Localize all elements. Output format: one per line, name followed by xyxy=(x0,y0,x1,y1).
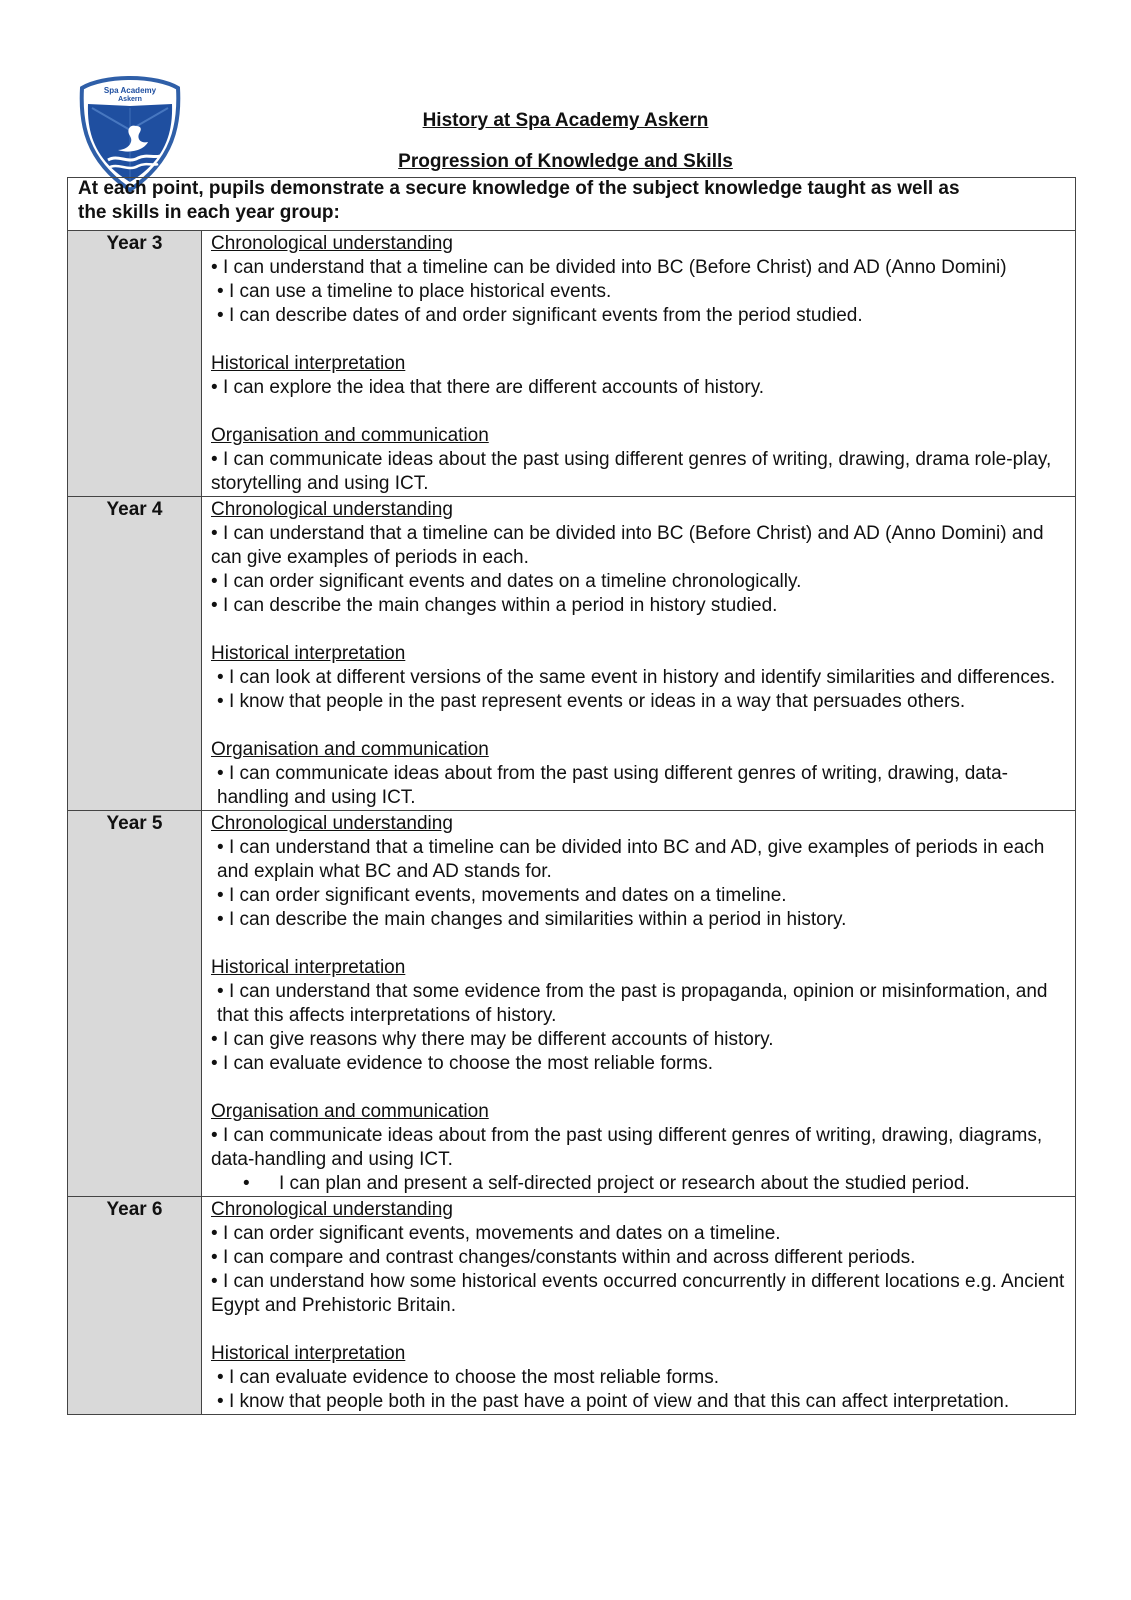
bullet-icon: • xyxy=(211,1271,218,1292)
bullet-icon: • xyxy=(217,981,224,1002)
skill-section xyxy=(211,424,1067,496)
table-row xyxy=(68,810,1075,1196)
bullet-item xyxy=(211,908,1067,932)
bullet-icon: • xyxy=(217,763,224,784)
bullet-icon: • xyxy=(217,837,224,858)
progression-table xyxy=(67,231,1076,1415)
bullet-text: I can give reasons why there may be different accounts of history. xyxy=(222,1029,774,1050)
bullet-item xyxy=(211,1028,1067,1052)
section-heading: Chronological understanding xyxy=(211,499,453,520)
section-heading: Historical interpretation xyxy=(211,353,406,374)
bullet-text: I can understand that a timeline can be divided into BC and AD, give examples of periods in each and explain what BC and AD stands for. xyxy=(217,837,1045,882)
bullet-item xyxy=(211,666,1067,690)
skill-section xyxy=(211,956,1067,1076)
bullet-item xyxy=(211,884,1067,908)
bullet-icon: • xyxy=(211,595,218,616)
bullet-item xyxy=(211,1366,1067,1390)
bullet-text: I can communicate ideas about from the past using different genres of writing, drawing, data-handling and using ICT. xyxy=(217,763,1009,808)
bullet-item xyxy=(211,690,1067,714)
bullet-item xyxy=(211,1172,1067,1196)
bullet-item xyxy=(211,980,1067,1028)
section-heading: Organisation and communication xyxy=(211,739,489,760)
bullet-item xyxy=(211,1052,1067,1076)
bullet-icon: • xyxy=(211,1223,218,1244)
bullet-icon: • xyxy=(217,1391,224,1412)
bullet-item xyxy=(211,448,1067,496)
bullet-item xyxy=(211,1222,1067,1246)
section-heading: Chronological understanding xyxy=(211,1199,453,1220)
bullet-icon: • xyxy=(243,1173,250,1194)
year-content xyxy=(202,497,1075,810)
bullet-item xyxy=(211,1246,1067,1270)
bullet-item xyxy=(211,1124,1067,1172)
bullet-icon: • xyxy=(211,1125,218,1146)
bullet-text: I can use a timeline to place historical events. xyxy=(228,281,612,302)
bullet-item xyxy=(211,522,1067,570)
skill-section xyxy=(211,498,1067,618)
bullet-text: I can plan and present a self-directed project or research about the studied period. xyxy=(278,1173,970,1194)
bullet-text: I can describe the main changes within a period in history studied. xyxy=(222,595,778,616)
year-content xyxy=(202,1197,1075,1414)
document-title: History at Spa Academy Askern xyxy=(422,110,709,131)
school-logo xyxy=(78,74,182,194)
year-label: Year 4 xyxy=(68,497,202,810)
bullet-icon: • xyxy=(211,377,218,398)
skill-section xyxy=(211,1342,1067,1414)
year-content xyxy=(202,811,1075,1196)
bullet-text: I can order significant events and dates on a timeline chronologically. xyxy=(222,571,802,592)
table-row xyxy=(68,1196,1075,1414)
bullet-item xyxy=(211,762,1067,810)
bullet-text: I can explore the idea that there are different accounts of history. xyxy=(222,377,765,398)
bullet-item xyxy=(211,304,1067,328)
bullet-item xyxy=(211,594,1067,618)
bullet-icon: • xyxy=(211,1029,218,1050)
bullet-text: I can describe dates of and order significant events from the period studied. xyxy=(228,305,863,326)
section-heading: Chronological understanding xyxy=(211,233,453,254)
bullet-icon: • xyxy=(211,1053,218,1074)
bullet-text: I know that people both in the past have a point of view and that this can affect interpretation. xyxy=(228,1391,1010,1412)
section-heading: Historical interpretation xyxy=(211,1343,406,1364)
bullet-text: I can communicate ideas about from the past using different genres of writing, drawing, diagrams, data-handling and using ICT. xyxy=(211,1125,1043,1170)
bullet-text: I can understand that a timeline can be divided into BC (Before Christ) and AD (Anno Domini) xyxy=(222,257,1007,278)
bullet-item xyxy=(211,1390,1067,1414)
bullet-icon: • xyxy=(211,571,218,592)
bullet-icon: • xyxy=(217,305,224,326)
table-row xyxy=(68,496,1075,810)
skill-section xyxy=(211,642,1067,714)
bullet-item xyxy=(211,1270,1067,1318)
bullet-text: I can evaluate evidence to choose the most reliable forms. xyxy=(222,1053,713,1074)
bullet-text: I can order significant events, movements and dates on a timeline. xyxy=(222,1223,781,1244)
intro-line-1: At each point, pupils demonstrate a secure knowledge of the subject knowledge taught as well as xyxy=(78,178,960,199)
year-label: Year 6 xyxy=(68,1197,202,1414)
year-content xyxy=(202,231,1075,496)
bullet-icon: • xyxy=(217,281,224,302)
skill-section xyxy=(211,1100,1067,1196)
document-subtitle: Progression of Knowledge and Skills xyxy=(398,151,733,172)
bullet-text: I can describe the main changes and similarities within a period in history. xyxy=(228,909,847,930)
bullet-icon: • xyxy=(211,523,218,544)
bullet-text: I know that people in the past represent events or ideas in a way that persuades others. xyxy=(228,691,966,712)
bullet-icon: • xyxy=(211,449,218,470)
section-heading: Organisation and communication xyxy=(211,425,489,446)
bullet-item xyxy=(211,836,1067,884)
section-heading: Historical interpretation xyxy=(211,957,406,978)
bullet-text: I can understand that some evidence from the past is propaganda, opinion or misinformation, and that this affects interpretations of history. xyxy=(217,981,1048,1026)
bullet-text: I can communicate ideas about the past using different genres of writing, drawing, drama role-play, storytelling and using ICT. xyxy=(211,449,1052,494)
bullet-icon: • xyxy=(217,909,224,930)
section-heading: Historical interpretation xyxy=(211,643,406,664)
skill-section xyxy=(211,232,1067,328)
skill-section xyxy=(211,738,1067,810)
year-label: Year 3 xyxy=(68,231,202,496)
bullet-item xyxy=(211,570,1067,594)
bullet-text: I can compare and contrast changes/constants within and across different periods. xyxy=(222,1247,916,1268)
bullet-icon: • xyxy=(211,257,218,278)
bullet-icon: • xyxy=(217,667,224,688)
bullet-text: I can understand how some historical events occurred concurrently in different locations e.g. Ancient Egypt and Prehistoric Britain. xyxy=(211,1271,1065,1316)
section-heading: Organisation and communication xyxy=(211,1101,489,1122)
skill-section xyxy=(211,1198,1067,1318)
bullet-icon: • xyxy=(217,1367,224,1388)
bullet-item xyxy=(211,280,1067,304)
bullet-item xyxy=(211,376,1067,400)
section-heading: Chronological understanding xyxy=(211,813,453,834)
bullet-item xyxy=(211,256,1067,280)
bullet-text: I can understand that a timeline can be divided into BC (Before Christ) and AD (Anno Domini) and can give examples of periods in each. xyxy=(211,523,1044,568)
intro-line-2: the skills in each year group: xyxy=(78,202,340,223)
year-label: Year 5 xyxy=(68,811,202,1196)
bullet-icon: • xyxy=(217,885,224,906)
skill-section xyxy=(211,352,1067,400)
bullet-text: I can evaluate evidence to choose the most reliable forms. xyxy=(228,1367,719,1388)
bullet-text: I can order significant events, movements and dates on a timeline. xyxy=(228,885,787,906)
intro-statement xyxy=(67,177,1076,231)
table-row xyxy=(68,231,1075,496)
bullet-text: I can look at different versions of the same event in history and identify similarities and differences. xyxy=(228,667,1056,688)
svg-text:Askern: Askern xyxy=(118,96,142,103)
skill-section xyxy=(211,812,1067,932)
logo-text: Spa Academy xyxy=(103,86,157,95)
bullet-icon: • xyxy=(211,1247,218,1268)
bullet-icon: • xyxy=(217,691,224,712)
